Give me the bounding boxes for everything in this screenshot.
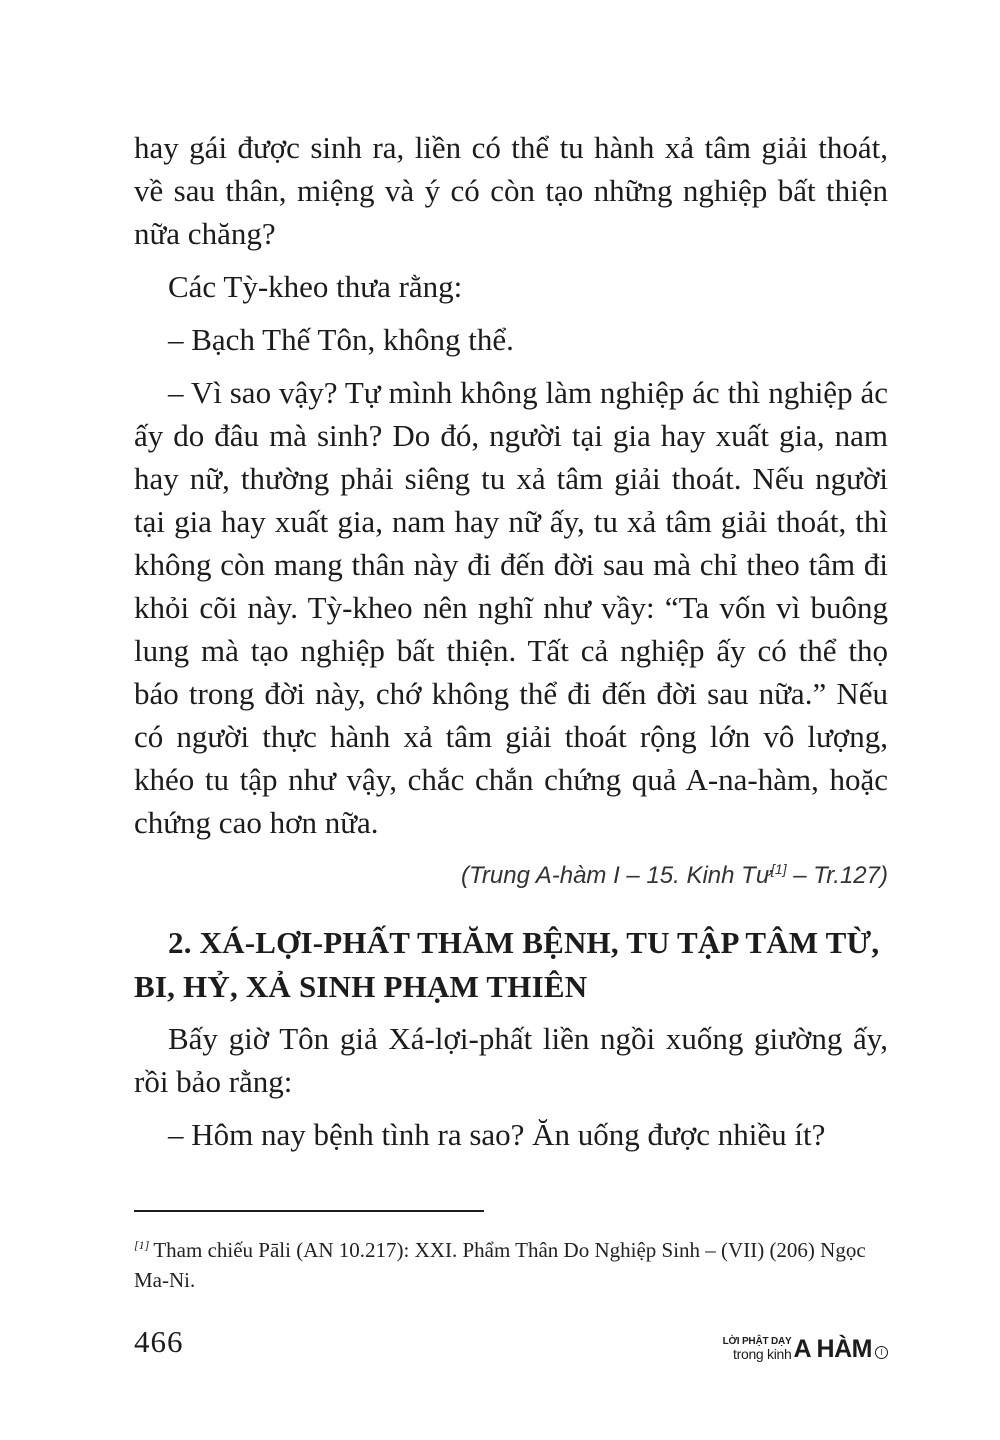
citation-footnote-marker[interactable]: [1] (771, 861, 787, 877)
sutra-citation (134, 852, 888, 893)
footnote-text: Tham chiếu Pāli (AN 10.217): XXI. Phẩm Thân Do Nghiệp Sinh – (VII) (206) Ngọc Ma-Ni. (134, 1238, 866, 1292)
citation-text: (Trung A-hàm I – 15. Kinh Tư (461, 862, 772, 889)
footnote-marker: [1] (134, 1238, 150, 1252)
paragraph-buddha-teaching: – Vì sao vậy? Tự mình không làm nghiệp ác thì nghiệp ác ấy do đâu mà sinh? Do đó, người tại gia hay xuất gia, nam hay nữ, thường phải siêng tu xả tâm giải thoát. Nếu người tại gia hay xuất gia, nam hay nữ ấy, tu xả tâm giải thoát, thì không còn mang thân này đi đến đời sau mà chỉ theo tâm đi khỏi cõi này. Tỳ-kheo nên nghĩ như vầy: “Ta vốn vì buông lung mà tạo nghiệp bất thiện. Tất cả nghiệp ấy có thể thọ báo trong đời này, chớ không thể đi đến đời sau nữa.” Nếu có người thực hành xả tâm giải thoát rộng lớn vô lượng, khéo tu tập như vậy, chắc chắn chứng quả A-na-hàm, hoặc chứng cao hơn nữa. (134, 375, 888, 840)
paragraph-question: – Hôm nay bệnh tình ra sao? Ăn uống được nhiều ít? (168, 1117, 826, 1152)
logo-top-text: LỜI PHẬT DẠY (722, 1336, 792, 1347)
citation-page: – Tr.127) (786, 862, 888, 889)
section-heading: 2. XÁ-LỢI-PHẤT THĂM BỆNH, TU TẬP TÂM TỪ, BI, HỶ, XẢ SINH PHẠM THIÊN (134, 925, 880, 1004)
footnote-divider (134, 1210, 484, 1212)
logo-subtitle (723, 1337, 792, 1362)
logo-main-text: A HÀM (793, 1335, 872, 1363)
paragraph-continued: hay gái được sinh ra, liền có thể tu hành xả tâm giải thoát, về sau thân, miệng và ý có còn tạo những nghiệp bất thiện nữa chăng? (134, 130, 888, 251)
paragraph-sariputta: Bấy giờ Tôn giả Xá-lợi-phất liền ngồi xuống giường ấy, rồi bảo rằng: (134, 1021, 888, 1099)
page-number: 466 (134, 1324, 184, 1359)
paragraph-monks-reply: Các Tỳ-kheo thưa rằng: (168, 269, 463, 304)
book-title-logo (723, 1332, 888, 1362)
footnote (134, 1230, 888, 1295)
paragraph-dialogue: – Bạch Thế Tôn, không thể. (168, 322, 514, 357)
logo-bottom-text: trong kinh (733, 1346, 792, 1362)
volume-badge: I (875, 1346, 888, 1359)
main-text (134, 126, 888, 1166)
